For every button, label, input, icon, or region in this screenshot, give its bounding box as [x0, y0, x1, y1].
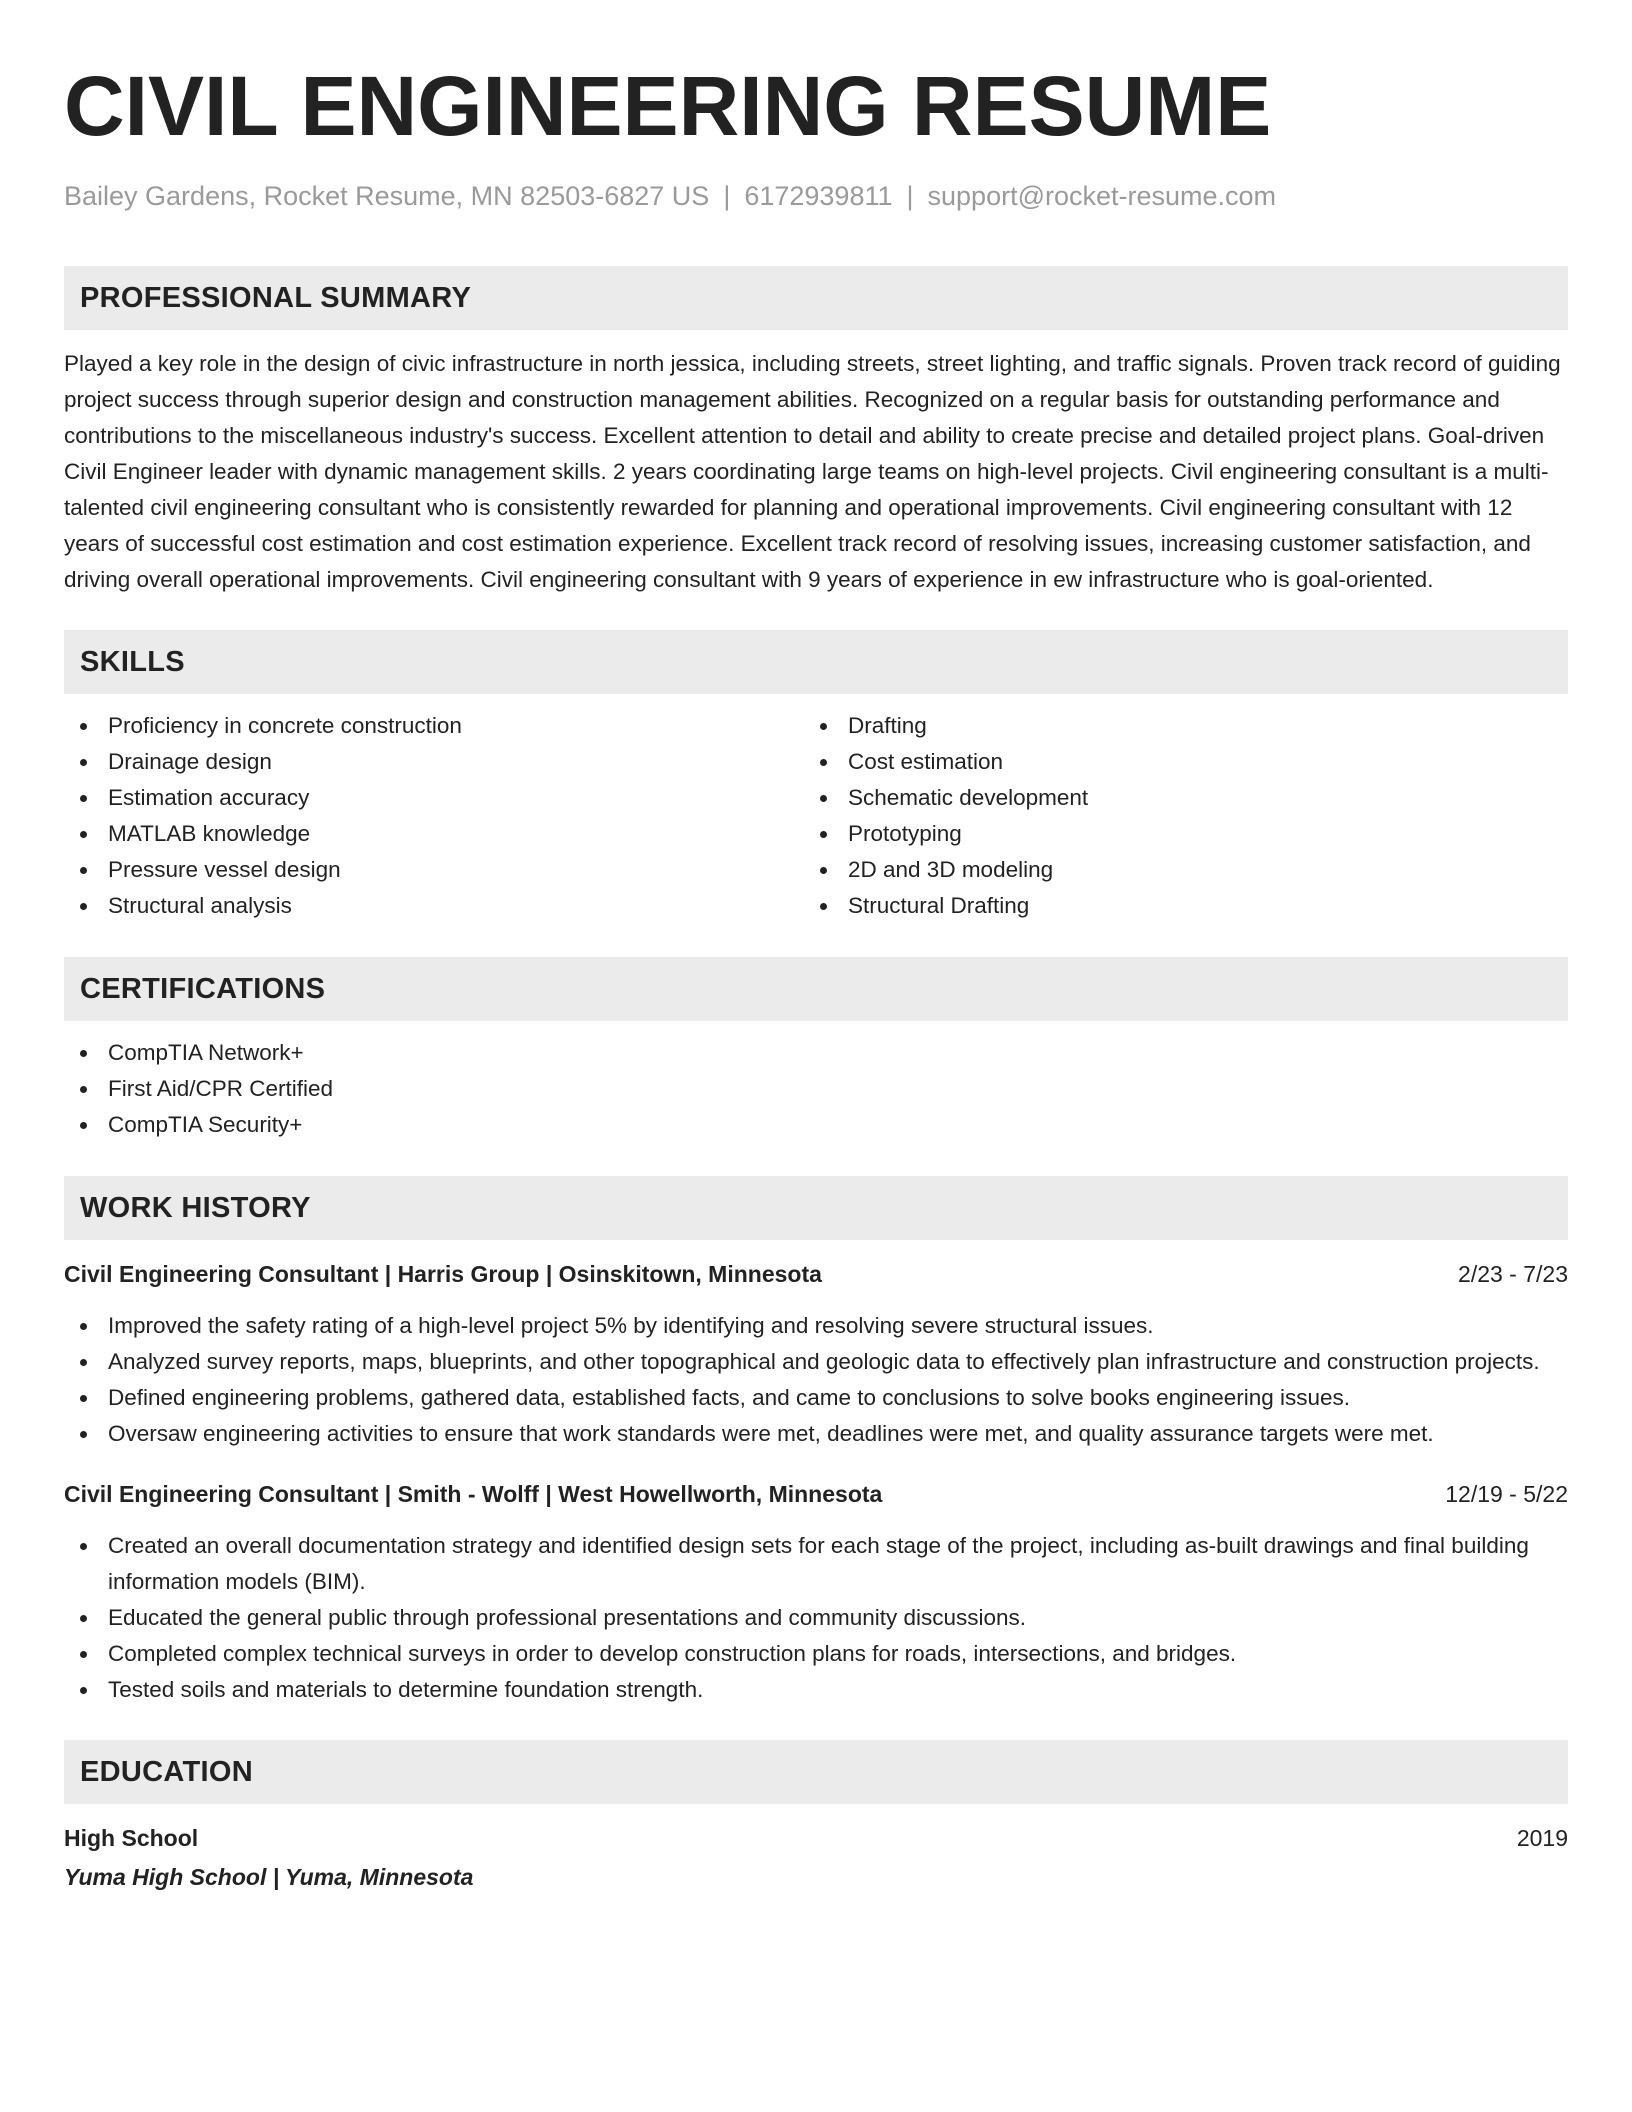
contact-line: [64, 178, 1568, 214]
job-bullet: Improved the safety rating of a high-level project 5% by identifying and resolving severe structural issues.: [64, 1308, 1568, 1344]
skills-right-list: [804, 708, 1544, 924]
contact-address: Bailey Gardens, Rocket Resume, MN 82503-6827 US: [64, 181, 710, 211]
skill-item: Schematic development: [804, 780, 1544, 816]
certification-item: CompTIA Network+: [64, 1035, 1568, 1071]
job-header: [64, 1476, 1568, 1512]
summary-heading: PROFESSIONAL SUMMARY: [64, 266, 1568, 330]
certification-item: CompTIA Security+: [64, 1107, 1568, 1143]
job-bullet: Completed complex technical surveys in order to develop construction plans for roads, intersections, and bridges.: [64, 1636, 1568, 1672]
skill-item: Prototyping: [804, 816, 1544, 852]
skill-item: Structural Drafting: [804, 888, 1544, 924]
job-bullet: Analyzed survey reports, maps, blueprints, and other topographical and geologic data to effectively plan infrastructure and construction projects.: [64, 1344, 1568, 1380]
contact-separator: |: [723, 181, 731, 211]
skill-item: Cost estimation: [804, 744, 1544, 780]
job-title: Civil Engineering Consultant | Smith - Wolff | West Howellworth, Minnesota: [64, 1481, 883, 1507]
job-title: Civil Engineering Consultant | Harris Group | Osinskitown, Minnesota: [64, 1261, 822, 1287]
job-bullets: [64, 1308, 1568, 1452]
job-bullet: Educated the general public through professional presentations and community discussions.: [64, 1600, 1568, 1636]
job-header: [64, 1256, 1568, 1292]
education-degree: High School: [64, 1825, 199, 1851]
job-entry: [64, 1256, 1568, 1452]
certifications-list: [64, 1035, 1568, 1143]
job-dates: 12/19 - 5/22: [1445, 1481, 1568, 1507]
job-bullet: Tested soils and materials to determine foundation strength.: [64, 1672, 1568, 1708]
skill-item: Proficiency in concrete construction: [64, 708, 804, 744]
job-dates: 2/23 - 7/23: [1458, 1261, 1568, 1287]
education-school: Yuma High School | Yuma, Minnesota: [64, 1864, 474, 1890]
work-history-heading: WORK HISTORY: [64, 1176, 1568, 1240]
skill-item: Structural analysis: [64, 888, 804, 924]
education-header: [64, 1820, 1568, 1856]
education-year: 2019: [1516, 1825, 1568, 1851]
contact-separator: |: [906, 181, 914, 211]
skills-grid: [64, 708, 1568, 924]
contact-email: support@rocket-resume.com: [927, 181, 1277, 211]
resume-title: CIVIL ENGINEERING RESUME: [64, 59, 1272, 153]
job-bullet: Defined engineering problems, gathered data, established facts, and came to conclusions to solve books engineering issues.: [64, 1380, 1568, 1416]
skills-heading: SKILLS: [64, 630, 1568, 694]
skill-item: 2D and 3D modeling: [804, 852, 1544, 888]
skill-item: Drainage design: [64, 744, 804, 780]
contact-phone: 6172939811: [744, 181, 893, 211]
education-heading: EDUCATION: [64, 1740, 1568, 1804]
skill-item: Drafting: [804, 708, 1544, 744]
certification-item: First Aid/CPR Certified: [64, 1071, 1568, 1107]
skill-item: Pressure vessel design: [64, 852, 804, 888]
certifications-heading: CERTIFICATIONS: [64, 957, 1568, 1021]
skills-left-list: [64, 708, 804, 924]
skill-item: MATLAB knowledge: [64, 816, 804, 852]
skill-item: Estimation accuracy: [64, 780, 804, 816]
job-bullet: Oversaw engineering activities to ensure that work standards were met, deadlines were met, and quality assurance targets were met.: [64, 1416, 1568, 1452]
job-bullets: [64, 1528, 1568, 1708]
job-bullet: Created an overall documentation strategy and identified design sets for each stage of the project, including as-built drawings and final building information models (BIM).: [64, 1528, 1568, 1600]
job-entry: [64, 1476, 1568, 1708]
summary-text: Played a key role in the design of civic infrastructure in north jessica, including streets, street lighting, and traffic signals. Proven track record of guiding project success through superior design and construction management abilities. Recognized on a regular basis for outstanding performance and contributions to the miscellaneous industry's success. Excellent attention to detail and ability to create precise and detailed project plans. Goal-driven Civil Engineer leader with dynamic management skills. 2 years coordinating large teams on high-level projects. Civil engineering consultant is a multi-talented civil engineering consultant who is consistently rewarded for planning and operational improvements. Civil engineering consultant with 12 years of successful cost estimation and cost estimation experience. Excellent track record of resolving issues, increasing customer satisfaction, and driving overall operational improvements. Civil engineering consultant with 9 years of experience in ew infrastructure who is goal-oriented.: [64, 351, 1561, 592]
